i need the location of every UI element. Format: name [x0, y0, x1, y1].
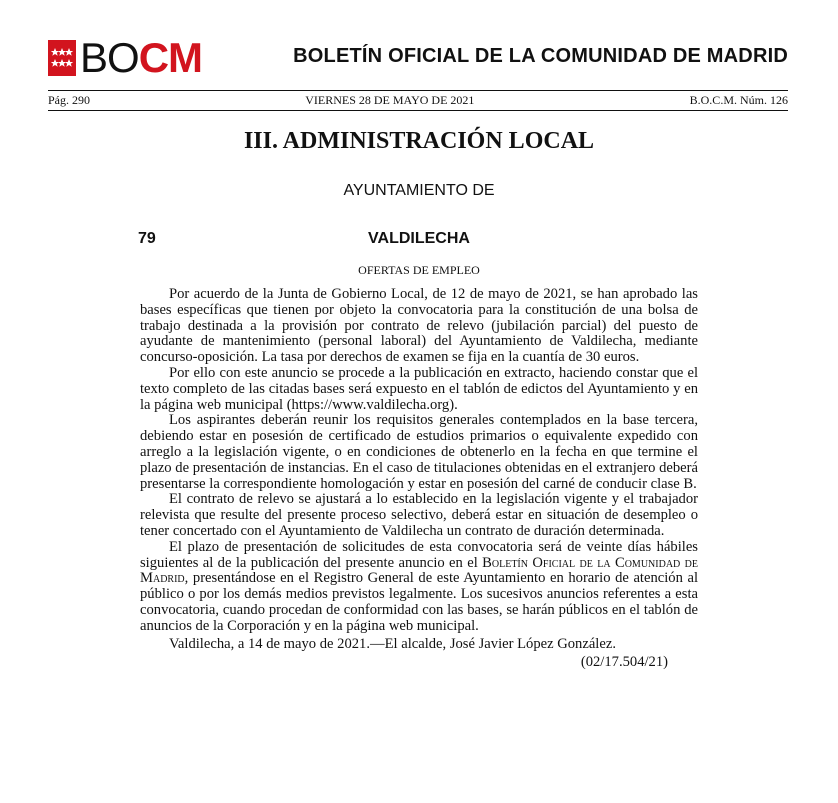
town-heading: VALDILECHA — [368, 230, 470, 247]
paragraph-1: Por acuerdo de la Junta de Gobierno Local, de 12 de mayo de 2021, se han aprobado las bases específicas que tienen por objeto la convocatoria para la constitución de una bolsa de trabajo destinada a la provisión por contrato de relevo (jubilación parcial) del puesto de ayudante de mantenimiento (personal laboral) del Ayuntamiento de Valdilecha, mediante concurso-oposición. La tasa por derechos de examen se fija en la cuantía de 30 euros. — [140, 286, 698, 366]
masthead-title: BOLETÍN OFICIAL DE LA COMUNIDAD DE MADRID — [293, 45, 788, 67]
paragraph-5-start: El plazo de presentación de solicitudes de esta convocatoria será de veinte días hábiles siguientes al de la publicación del presente anuncio en el — [140, 538, 698, 571]
paragraph-4: El contrato de relevo se ajustará a lo establecido en la legislación vigente y el trabajador relevista que resulte del presente proceso selectivo, deberá estar en situación de desempleo o tener concertado con el Ayuntamiento de Valdilecha un contrato de duración determinada. — [140, 491, 698, 539]
logo-text-cm: CM — [138, 34, 203, 81]
header-rule-bottom — [48, 110, 788, 111]
page-number: Pág. 290 — [48, 93, 90, 107]
paragraph-3: Los aspirantes deberán reunir los requisitos generales contemplados en la base tercera, debiendo estar en posesión de certificado de estudios primarios o equivalente expedido con arreglo a la legislación vigente, o en condiciones de obtenerlo en la fecha en que termine el plazo de presentación de instancias. En el caso de titulaciones obtenidas en el extranjero deberá presentarse la correspondiente homologación y estar en posesión del carné de conducir clase B. — [140, 412, 698, 492]
issue-number: B.O.C.M. Núm. 126 — [689, 93, 788, 107]
paragraph-5-end: , presentándose en el Registro General de este Ayuntamiento en horario de atención al público o por los demás medios previstos legalmente. Los sucesivos anuncios referentes a esta convocatoria, cuando procedan de conformidad con las bases, se harán públicos en el tablón de anuncios de la Corporación y en la página web municipal. — [140, 570, 698, 634]
header-meta — [48, 93, 788, 108]
logo-wordmark — [80, 34, 203, 81]
madrid-flag-icon — [48, 40, 76, 76]
announcement-category: OFERTAS DE EMPLEO — [358, 263, 480, 277]
signature-line: Valdilecha, a 14 de mayo de 2021.—El alcalde, José Javier López González. — [169, 635, 616, 652]
paragraph-2: Por ello con este anuncio se procede a la publicación en extracto, haciendo constar que el texto completo de las citadas bases será expuesto en el tablón de edictos del Ayuntamiento y en la página web municipal (https://www.valdilecha.org). — [140, 364, 698, 413]
organization-heading: AYUNTAMIENTO DE — [343, 182, 495, 199]
section-title: III. ADMINISTRACIÓN LOCAL — [243, 128, 595, 154]
issue-date: VIERNES 28 DE MAYO DE 2021 — [305, 93, 475, 107]
bocm-logo — [48, 34, 203, 81]
bulletin-name: Boletín Oficial de la Comunidad de Madrid — [140, 554, 698, 587]
announcement-body — [140, 287, 698, 671]
announcement-number: 79 — [138, 230, 156, 247]
header-rule-top — [48, 90, 788, 91]
paragraph-5 — [140, 540, 698, 635]
reference-code: (02/17.504/21) — [580, 654, 668, 671]
logo-text-bo: BO — [80, 34, 139, 81]
